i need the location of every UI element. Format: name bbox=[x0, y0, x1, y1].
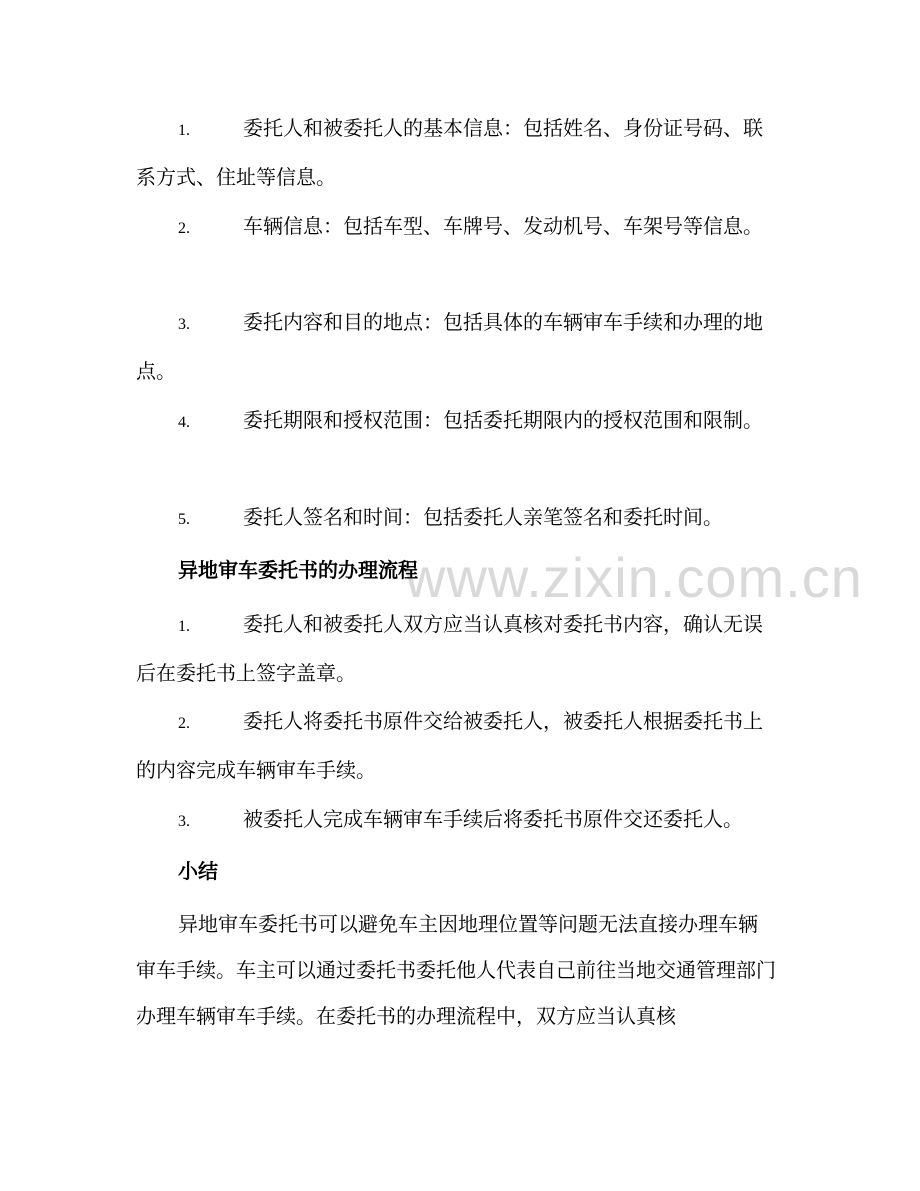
list-item bbox=[136, 698, 776, 793]
list-text: 委托人签名和时间：包括委托人亲笔签名和委托时间。 bbox=[243, 505, 723, 529]
list-text: 委托期限和授权范围：包括委托期限内的授权范围和限制。 bbox=[243, 408, 763, 432]
list-item bbox=[136, 796, 776, 845]
list-item bbox=[136, 494, 776, 543]
list-number: 2. bbox=[178, 220, 190, 237]
list-number: 5. bbox=[178, 511, 190, 528]
list-item bbox=[136, 203, 776, 252]
list-text: 委托人将委托书原件交给被委托人，被委托人根据委托书上的内容完成车辆审车手续。 bbox=[136, 709, 763, 782]
list-text: 委托人和被委托人双方应当认真核对委托书内容，确认无误后在委托书上签字盖章。 bbox=[136, 612, 763, 685]
list-item bbox=[136, 105, 776, 200]
watermark: www.zixin.com.cn bbox=[405, 546, 863, 609]
list-text: 被委托人完成车辆审车手续后将委托书原件交还委托人。 bbox=[243, 807, 743, 831]
summary-paragraph: 异地审车委托书可以避免车主因地理位置等问题无法直接办理车辆审车手续。车主可以通过委托书委托他人代表自己前往当地交通管理部门办理车辆审车手续。在委托书的办理流程中，双方应当认真核 bbox=[136, 912, 776, 1028]
section-heading-process: 异地审车委托书的办理流程 bbox=[178, 558, 418, 582]
list-number: 3. bbox=[178, 316, 190, 333]
list-text: 委托内容和目的地点：包括具体的车辆审车手续和办理的地点。 bbox=[136, 310, 763, 383]
list-item bbox=[136, 397, 776, 446]
list-text: 委托人和被委托人的基本信息：包括姓名、身份证号码、联系方式、住址等信息。 bbox=[136, 116, 763, 189]
section-heading-summary: 小结 bbox=[178, 859, 218, 883]
list-item bbox=[136, 601, 776, 696]
list-number: 1. bbox=[178, 122, 190, 139]
list-item bbox=[136, 299, 776, 394]
list-text: 车辆信息：包括车型、车牌号、发动机号、车架号等信息。 bbox=[243, 214, 763, 238]
list-number: 1. bbox=[178, 618, 190, 635]
list-number: 2. bbox=[178, 715, 190, 732]
list-number: 3. bbox=[178, 813, 190, 830]
list-number: 4. bbox=[178, 414, 190, 431]
